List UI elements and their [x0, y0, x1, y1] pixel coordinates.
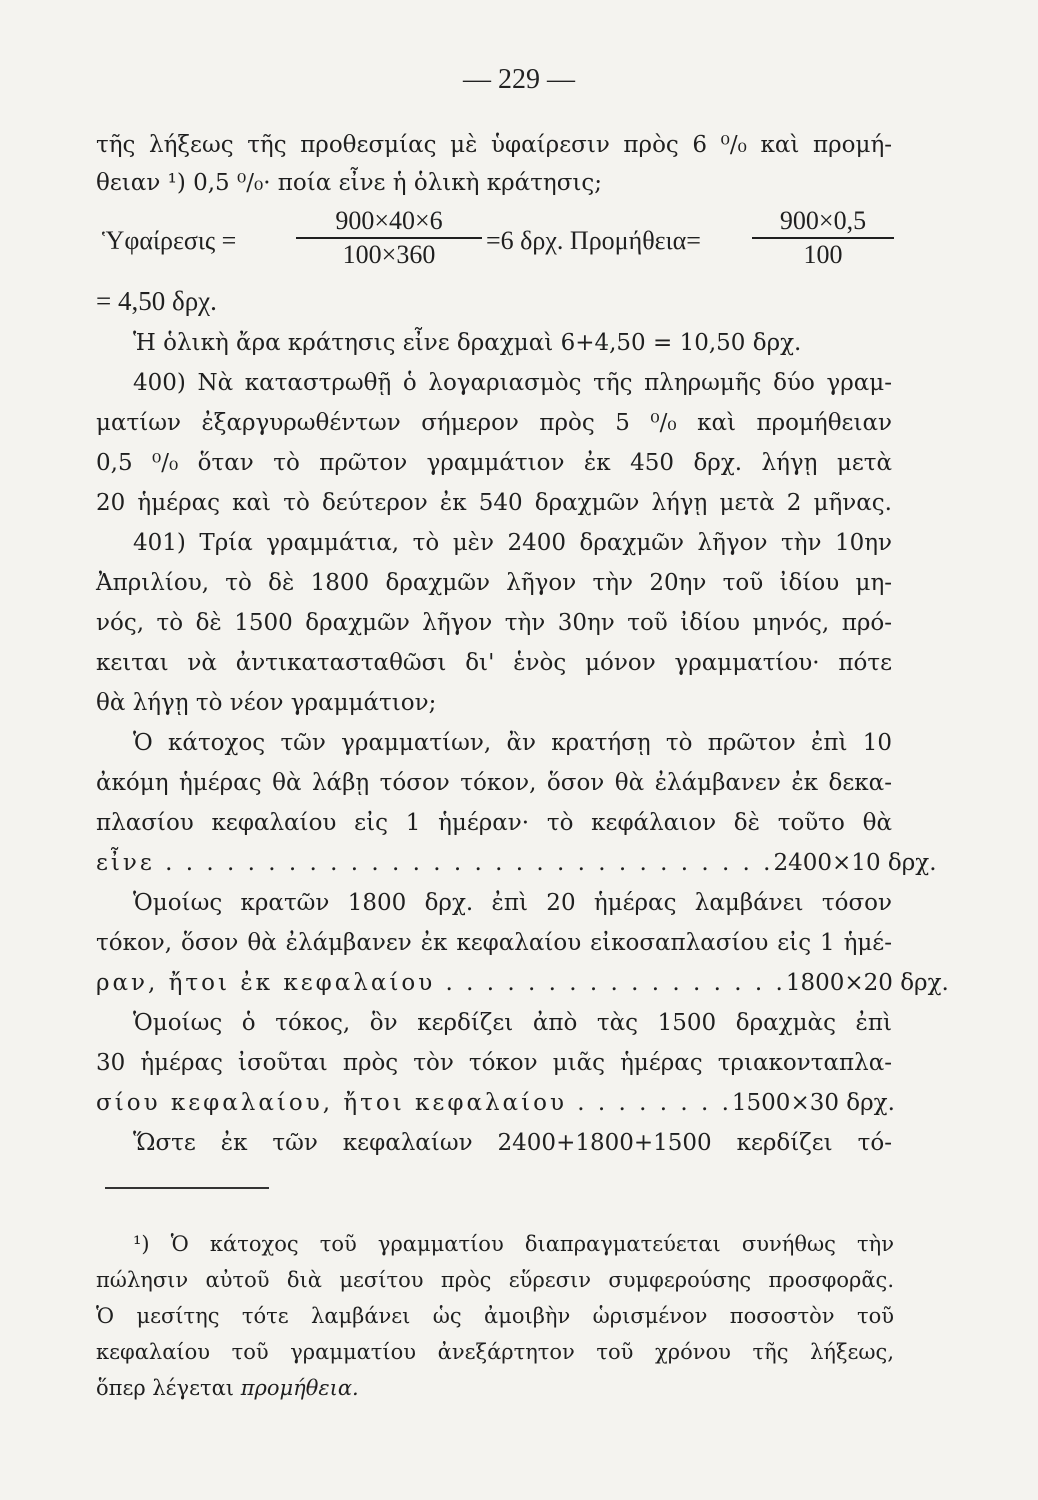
- text-line: Ἀπριλίου, τὸ δὲ 1800 δραχμῶν λῆγον τὴν 20ην τοῦ ἰδίου μη-: [96, 570, 892, 596]
- numerator: 900×0,5: [779, 206, 867, 235]
- problem-401: 401) Τρία γραμμάτια, τὸ μὲν 2400 δραχμῶν λῆγον τὴν 10ην: [133, 530, 892, 556]
- footnote-line: πώλησιν αὐτοῦ διὰ μεσίτου πρὸς εὕρεσιν συμφερούσης προσφορᾶς.: [96, 1268, 894, 1292]
- leader-text: ραν, ἤτοι ἐκ κεφαλαίου . . . . . . . . . . . . . . . . .: [96, 970, 786, 996]
- leader-value: 1800×20 δρχ.: [785, 970, 949, 996]
- leader-value: 2400×10 δρχ.: [773, 850, 937, 876]
- text-line: πλασίου κεφαλαίου εἰς 1 ἡμέραν· τὸ κεφάλαιον δὲ τοῦτο θὰ: [96, 810, 892, 836]
- text-line: Ὥστε ἐκ τῶν κεφαλαίων 2400+1800+1500 κερδίζει τό-: [133, 1130, 892, 1156]
- leader-value: 1500×30 δρχ.: [731, 1090, 895, 1116]
- denominator: 100: [803, 240, 843, 269]
- text-line: τόκον, ὅσον θὰ ἐλάμβανεν ἐκ κεφαλαίου εἰκοσαπλασίου εἰς 1 ἡμέ-: [96, 930, 892, 956]
- text-line: 20 ἡμέρας καὶ τὸ δεύτερον ἐκ 540 δραχμῶν λήγῃ μετὰ 2 μῆνας.: [96, 490, 892, 516]
- text-line: θὰ λήγῃ τὸ νέον γραμμάτιον;: [96, 690, 437, 716]
- text-line: τῆς λήξεως τῆς προθεσμίας μὲ ὑφαίρεσιν πρὸς 6 ⁰/₀ καὶ προμή-: [96, 132, 892, 158]
- text-line-leader: [96, 968, 949, 998]
- text-line: Ὁμοίως ὁ τόκος, ὃν κερδίζει ἀπὸ τὰς 1500 δραχμὰς ἐπὶ: [133, 1010, 892, 1036]
- formula-label: Ὑφαίρεσις =: [102, 226, 237, 255]
- text-line: νός, τὸ δὲ 1500 δραχμῶν λῆγον τὴν 30ην τοῦ ἰδίου μηνός, πρό-: [96, 610, 892, 636]
- text-line: Ὁμοίως κρατῶν 1800 δρχ. ἐπὶ 20 ἡμέρας λαμβάνει τόσον: [133, 890, 892, 916]
- text-line-leader: [96, 848, 937, 878]
- leader-text: σίου κεφαλαίου, ἤτοι κεφαλαίου . . . . . . . .: [96, 1090, 732, 1116]
- text-line: ματίων ἐξαργυρωθέντων σήμερον πρὸς 5 ⁰/₀ καὶ προμήθειαν: [96, 410, 892, 436]
- text-line: κειται νὰ ἀντικατασταθῶσι δι' ἑνὸς μόνον γραμματίου· πότε: [96, 650, 892, 676]
- footnote-text: ὅπερ λέγεται: [96, 1376, 241, 1400]
- text-line: Ἡ ὁλικὴ ἄρα κράτησις εἶνε δραχμαὶ 6+4,50 = 10,50 δρχ.: [133, 330, 802, 356]
- denominator: 100×360: [342, 240, 436, 269]
- text-line: ἀκόμη ἡμέρας θὰ λάβῃ τόσον τόκον, ὅσον θὰ ἐλάμβανεν ἐκ δεκα-: [96, 770, 892, 796]
- text-line: Ὁ κάτοχος τῶν γραμματίων, ἂν κρατήσῃ τὸ πρῶτον ἐπὶ 10: [133, 730, 892, 756]
- fraction-1: [296, 206, 482, 270]
- page-number: — 229 —: [463, 64, 575, 95]
- leader-text: εἶνε . . . . . . . . . . . . . . . . . . . . . . . . . . . . . .: [96, 850, 774, 876]
- footnote-line: ¹) Ὁ κάτοχος τοῦ γραμματίου διαπραγματεύεται συνήθως τὴν: [133, 1232, 894, 1256]
- text-line: = 4,50 δρχ.: [96, 286, 217, 316]
- numerator: 900×40×6: [335, 206, 443, 235]
- footnote-term: προμήθεια.: [240, 1376, 359, 1400]
- footnote-line: Ὁ μεσίτης τότε λαμβάνει ὡς ἀμοιβὴν ὡρισμένον ποσοστὸν τοῦ: [96, 1304, 894, 1328]
- footnote-divider: [105, 1187, 269, 1189]
- text-line: 0,5 ⁰/₀ ὅταν τὸ πρῶτον γραμμάτιον ἐκ 450 δρχ. λήγῃ μετὰ: [96, 450, 892, 476]
- formula-middle: =6 δρχ. Προμήθεια=: [486, 226, 701, 255]
- footnote-line: [96, 1374, 894, 1402]
- problem-400: 400) Νὰ καταστρωθῇ ὁ λογαριασμὸς τῆς πληρωμῆς δύο γραμ-: [133, 370, 892, 396]
- text-line: 30 ἡμέρας ἰσοῦται πρὸς τὸν τόκον μιᾶς ἡμέρας τριακονταπλα-: [96, 1050, 892, 1076]
- footnote-line: κεφαλαίου τοῦ γραμματίου ἀνεξάρτητον τοῦ χρόνου τῆς λήξεως,: [96, 1340, 894, 1364]
- text-line: θειαν ¹) 0,5 ⁰/₀· ποία εἶνε ἡ ὁλικὴ κράτησις;: [96, 170, 603, 196]
- text-line-leader: [96, 1088, 895, 1118]
- fraction-2: [752, 206, 894, 270]
